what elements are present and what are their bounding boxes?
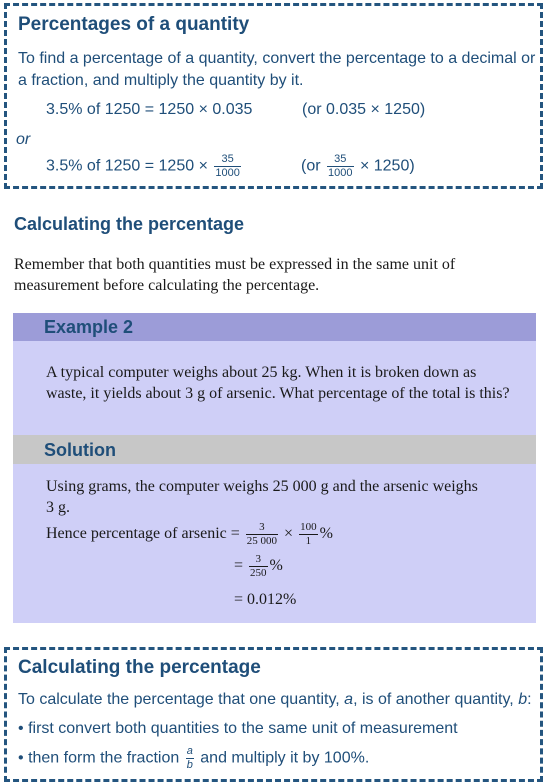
text-part: :: [527, 691, 532, 708]
text-part: , is of another quantity,: [353, 691, 519, 708]
fraction-numerator: 3: [249, 554, 268, 567]
bullet-text: and multiply it by 100%.: [200, 749, 370, 767]
equation-decimal: 3.5% of 1250 = 1250 × 0.035: [46, 101, 253, 118]
box-title: Calculating the percentage: [18, 657, 261, 678]
variable-b: b: [518, 691, 528, 708]
or-label: or: [16, 131, 31, 148]
key-point-box-percentages: [4, 3, 543, 189]
box-title: Percentages of a quantity: [18, 14, 250, 35]
fraction-denominator: 25 000: [246, 535, 278, 547]
bullet-text: then form the fraction: [28, 749, 180, 767]
calc-line2: [234, 554, 283, 579]
calc-result: = 0.012%: [234, 591, 297, 608]
fraction-numerator: a: [186, 745, 193, 757]
percent-sign: %: [319, 525, 333, 543]
fraction-numerator: 100: [300, 521, 317, 533]
equation-fraction: [46, 154, 243, 179]
example-text: A typical computer weighs about 25 kg. When it is broken down as waste, it yields about 3 g of arsenic. What percentage of the total is this?: [46, 364, 510, 402]
equals-sign: =: [234, 557, 244, 575]
solution-text: Using grams, the computer weighs 25 000 g and the arsenic weighs 3 g.: [46, 478, 478, 516]
equation-fraction-text: 3.5% of 1250 = 1250 ×: [46, 157, 208, 175]
text-part: To calculate the percentage that one quantity,: [18, 691, 345, 708]
fraction-numerator: 35: [214, 154, 240, 167]
box-text-line2: a fraction, and multiply the quantity by it.: [18, 72, 304, 89]
fraction-35-1000: [214, 154, 240, 179]
fraction-numerator: 3: [246, 522, 278, 535]
example-heading: Example 2: [13, 313, 536, 341]
bullet-text: first convert both quantities to the same unit of measurement: [28, 720, 458, 737]
fraction-3-25000: [246, 522, 278, 547]
fraction-3-250: [249, 554, 268, 579]
times-sign: ×: [284, 525, 294, 543]
section-heading: Calculating the percentage: [14, 214, 245, 234]
fraction-a-b: [186, 746, 194, 771]
fraction-denominator: 250: [250, 567, 267, 579]
alt-open: (or: [301, 157, 321, 175]
fraction-100-1: [299, 522, 318, 547]
alt-close: × 1250): [359, 157, 415, 175]
bullet-item-1: [18, 718, 458, 740]
solution-heading: Solution: [13, 435, 536, 464]
fraction-denominator: 1000: [328, 167, 353, 179]
fraction-35-1000-alt: [327, 154, 353, 179]
intro-paragraph: Remember that both quantities must be expressed in the same unit of measurement before calculating the percentage.: [14, 256, 456, 294]
box-text-line1: To find a percentage of a quantity, convert the percentage to a decimal or: [18, 50, 536, 67]
calc-label: Hence percentage of arsenic =: [46, 525, 240, 543]
bullet-icon: •: [18, 749, 24, 767]
bullet-item-2: [18, 746, 369, 771]
percent-sign: %: [269, 557, 283, 575]
equation-fraction-alt: [301, 154, 415, 179]
equation-decimal-alt: (or 0.035 × 1250): [302, 101, 426, 118]
example-panel: [13, 313, 536, 623]
fraction-denominator: 1: [305, 535, 312, 547]
fraction-denominator: 1000: [215, 167, 240, 179]
key-point-box-calculating: [4, 647, 543, 782]
variable-a: a: [344, 691, 354, 708]
calc-line1: [46, 522, 333, 547]
box-text: [18, 689, 532, 711]
bullet-icon: •: [18, 720, 24, 737]
fraction-denominator: b: [186, 759, 193, 771]
fraction-numerator: 35: [327, 154, 353, 167]
